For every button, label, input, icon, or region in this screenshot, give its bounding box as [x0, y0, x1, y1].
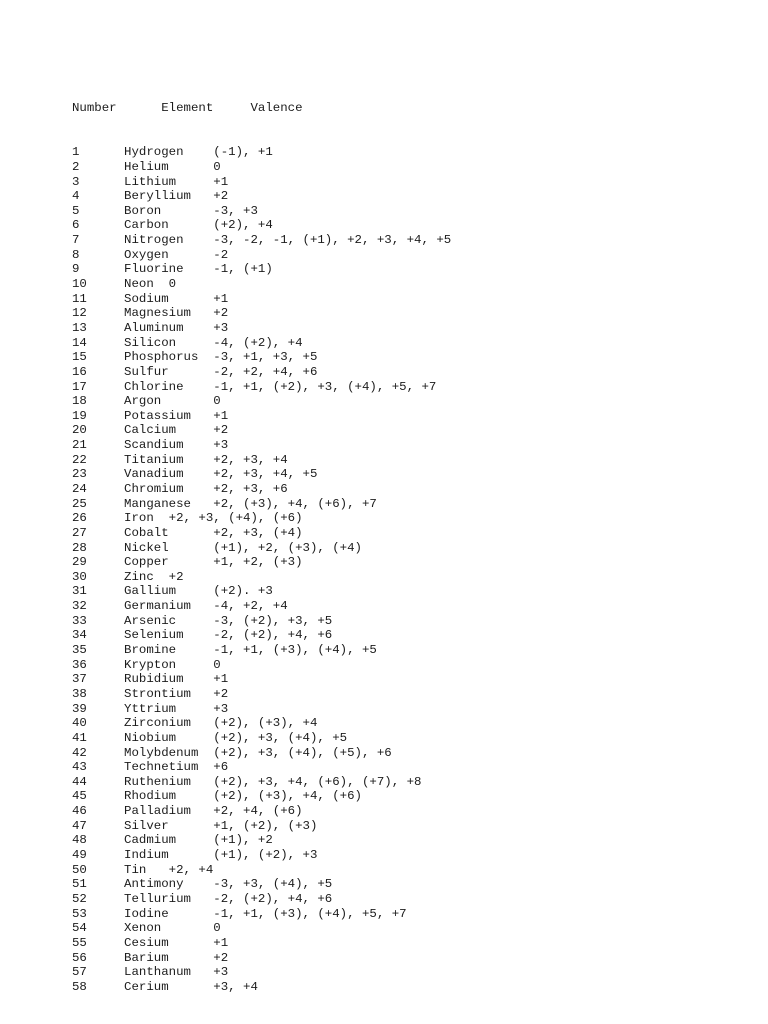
table-row: 52 Tellurium -2, (+2), +4, +6 — [72, 891, 333, 906]
table-row: 48 Cadmium (+1), +2 — [72, 833, 273, 848]
table-row: 49 Indium (+1), (+2), +3 — [72, 848, 318, 863]
table-row: 45 Rhodium (+2), (+3), +4, (+6) — [72, 789, 362, 804]
table-row: 36 Krypton 0 — [72, 657, 221, 672]
table-row: 39 Yttrium +3 — [72, 701, 229, 716]
table-row: 38 Strontium +2 — [72, 686, 229, 701]
table-row: 34 Selenium -2, (+2), +4, +6 — [72, 628, 333, 643]
table-row: 30 Zinc +2 — [72, 569, 184, 584]
table-row: 8 Oxygen -2 — [72, 247, 229, 262]
table-row: 5 Boron -3, +3 — [72, 203, 258, 218]
table-row: 11 Sodium +1 — [72, 291, 229, 306]
table-row: 18 Argon 0 — [72, 394, 221, 409]
table-row: 53 Iodine -1, +1, (+3), (+4), +5, +7 — [72, 906, 407, 921]
table-row: 28 Nickel (+1), +2, (+3), (+4) — [72, 540, 362, 555]
table-row: 20 Calcium +2 — [72, 423, 229, 438]
table-row: 40 Zirconium (+2), (+3), +4 — [72, 716, 318, 731]
table-header: Number Element Valence — [72, 101, 303, 116]
table-row: 4 Beryllium +2 — [72, 189, 229, 204]
table-row: 37 Rubidium +1 — [72, 672, 229, 687]
table-row: 54 Xenon 0 — [72, 921, 221, 936]
table-row: 57 Lanthanum +3 — [72, 965, 229, 980]
table-row: 47 Silver +1, (+2), (+3) — [72, 818, 318, 833]
table-row: 17 Chlorine -1, +1, (+2), +3, (+4), +5, +7 — [72, 379, 437, 394]
table-row: 46 Palladium +2, +4, (+6) — [72, 804, 303, 819]
table-row: 32 Germanium -4, +2, +4 — [72, 599, 288, 614]
table-row: 56 Barium +2 — [72, 950, 229, 965]
table-row: 43 Technetium +6 — [72, 760, 229, 775]
table-row: 14 Silicon -4, (+2), +4 — [72, 335, 303, 350]
table-row: 2 Helium 0 — [72, 159, 221, 174]
table-row: 21 Scandium +3 — [72, 438, 229, 453]
table-row: 35 Bromine -1, +1, (+3), (+4), +5 — [72, 643, 377, 658]
table-row: 12 Magnesium +2 — [72, 306, 229, 321]
table-row: 25 Manganese +2, (+3), +4, (+6), +7 — [72, 496, 377, 511]
table-row: 16 Sulfur -2, +2, +4, +6 — [72, 364, 318, 379]
table-row: 58 Cerium +3, +4 — [72, 979, 258, 994]
table-row: 23 Vanadium +2, +3, +4, +5 — [72, 467, 318, 482]
table-row: 1 Hydrogen (-1), +1 — [72, 145, 273, 160]
table-row: 15 Phosphorus -3, +1, +3, +5 — [72, 350, 318, 365]
table-row: 50 Tin +2, +4 — [72, 862, 214, 877]
table-row: 27 Cobalt +2, +3, (+4) — [72, 525, 303, 540]
table-row: 10 Neon 0 — [72, 277, 177, 292]
table-body — [72, 145, 451, 994]
table-row: 3 Lithium +1 — [72, 174, 229, 189]
table-row: 44 Ruthenium (+2), +3, +4, (+6), (+7), +8 — [72, 774, 422, 789]
valence-table — [72, 72, 451, 1009]
table-row: 13 Aluminum +3 — [72, 320, 229, 335]
table-row: 7 Nitrogen -3, -2, -1, (+1), +2, +3, +4, +5 — [72, 233, 452, 248]
table-row: 42 Molybdenum (+2), +3, (+4), (+5), +6 — [72, 745, 392, 760]
table-row: 51 Antimony -3, +3, (+4), +5 — [72, 877, 333, 892]
table-row: 22 Titanium +2, +3, +4 — [72, 452, 288, 467]
table-row: 31 Gallium (+2). +3 — [72, 584, 273, 599]
table-row: 19 Potassium +1 — [72, 408, 229, 423]
table-row: 26 Iron +2, +3, (+4), (+6) — [72, 511, 303, 526]
table-row: 24 Chromium +2, +3, +6 — [72, 482, 288, 496]
table-row: 55 Cesium +1 — [72, 935, 229, 950]
table-row: 9 Fluorine -1, (+1) — [72, 262, 273, 277]
table-row: 33 Arsenic -3, (+2), +3, +5 — [72, 613, 333, 628]
table-row: 41 Niobium (+2), +3, (+4), +5 — [72, 730, 348, 745]
table-row: 29 Copper +1, +2, (+3) — [72, 555, 303, 570]
table-row: 6 Carbon (+2), +4 — [72, 218, 273, 233]
